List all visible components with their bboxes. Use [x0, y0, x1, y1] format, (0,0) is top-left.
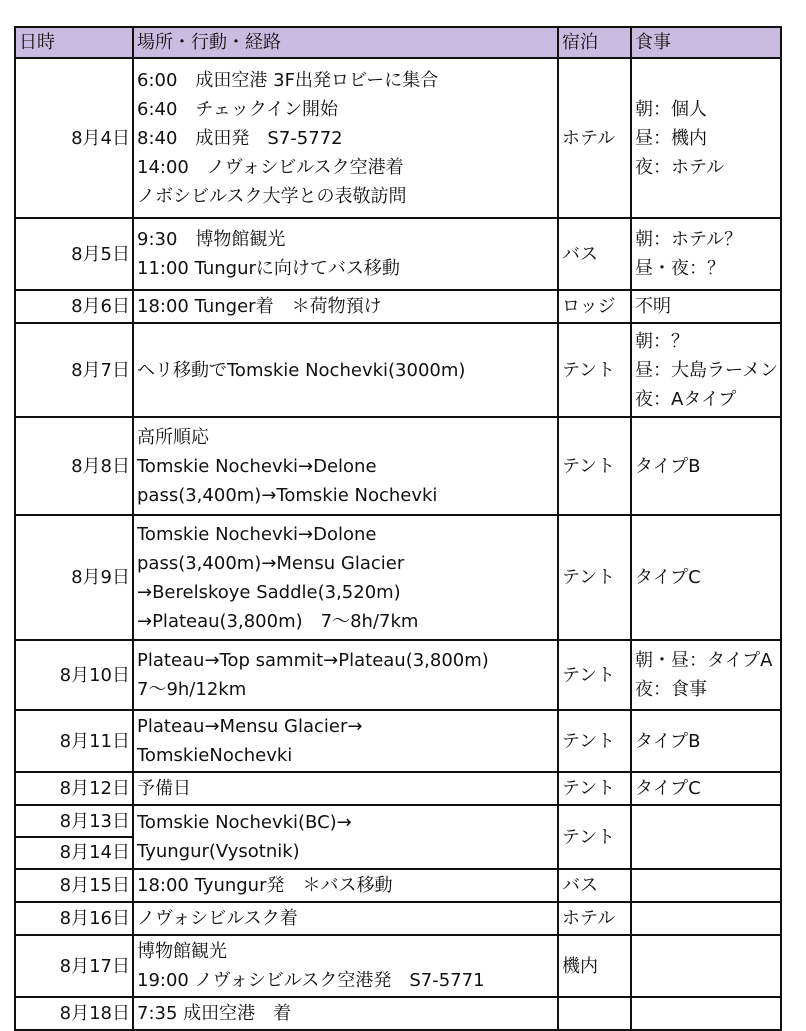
- meals-cell: [631, 417, 781, 515]
- meal-line: 朝：？: [635, 330, 689, 352]
- schedule-row: [15, 323, 781, 417]
- activity-line: 高所順応: [137, 426, 209, 448]
- activity-line: pass(3,400m)→Mensu Glacier: [137, 552, 405, 574]
- lodging-cell: テント: [558, 417, 631, 515]
- activity-cell: [133, 710, 558, 772]
- meal-line: 朝・昼：タイプA: [635, 650, 773, 671]
- meal-line: タイプC: [635, 778, 701, 799]
- date-cell: 8月4日: [15, 58, 133, 218]
- activity-line: 18:00 Tyungur発 ＊バス移動: [137, 875, 393, 896]
- lodging-cell: バス: [558, 869, 631, 902]
- activity-line: 8:40 成田発 S7-5772: [137, 127, 343, 149]
- schedule-row: [15, 805, 781, 869]
- activity-line: Plateau→Mensu Glacier→: [137, 716, 363, 737]
- date-cell: 8月9日: [15, 515, 133, 640]
- activity-cell: [133, 218, 558, 290]
- date-cell: 8月18日: [15, 997, 133, 1030]
- activity-line: 11:00 Tungurに向けてバス移動: [137, 258, 400, 279]
- lodging-cell: 機内: [558, 935, 631, 997]
- date-cell: 8月7日: [15, 323, 133, 417]
- meals-cell: [631, 935, 781, 997]
- header-meals: 食事: [631, 27, 781, 58]
- meal-line: 不明: [635, 296, 671, 317]
- lodging-cell: ホテル: [558, 58, 631, 218]
- meals-cell: [631, 323, 781, 417]
- activity-line: 19:00 ノヴォシビルスク空港発 S7-5771: [137, 970, 485, 991]
- meal-line: タイプB: [635, 455, 701, 477]
- meals-cell: [631, 218, 781, 290]
- header-date: 日時: [15, 27, 133, 58]
- activity-line: →Plateau(3,800m) 7～8h/7km: [137, 610, 419, 632]
- lodging-cell: [558, 997, 631, 1030]
- itinerary-body: [15, 58, 781, 1030]
- activity-line: →Berelskoye Saddle(3,520m): [137, 581, 401, 603]
- activity-line: ノボシビルスク大学との表敬訪問: [137, 185, 407, 207]
- activity-line: 18:00 Tunger着 ＊荷物預け: [137, 296, 382, 317]
- meal-line: 夜：食事: [635, 679, 707, 700]
- lodging-cell: ロッジ: [558, 290, 631, 323]
- activity-line: pass(3,400m)→Tomskie Nochevki: [137, 484, 438, 506]
- schedule-row: [15, 772, 781, 805]
- activity-line: 博物館観光: [137, 941, 227, 962]
- meals-cell: [631, 805, 781, 869]
- meals-cell: [631, 290, 781, 323]
- activity-line: 7～9h/12km: [137, 679, 247, 700]
- activity-line: 6:40 チェックイン開始: [137, 98, 338, 120]
- activity-line: 9:30 博物館観光: [137, 229, 286, 250]
- schedule-row: [15, 902, 781, 935]
- schedule-row: [15, 869, 781, 902]
- activity-cell: [133, 58, 558, 218]
- schedule-row: [15, 935, 781, 997]
- date-cell: 8月12日: [15, 772, 133, 805]
- date-cell: 8月5日: [15, 218, 133, 290]
- activity-cell: [133, 640, 558, 710]
- activity-cell: [133, 417, 558, 515]
- schedule-row: [15, 710, 781, 772]
- activity-cell: [133, 805, 558, 869]
- date-text: 8月13日: [59, 811, 130, 832]
- activity-line: 6:00 成田空港 3F出発ロビーに集合: [137, 69, 439, 91]
- lodging-cell: テント: [558, 640, 631, 710]
- meals-cell: [631, 902, 781, 935]
- activity-line: ノヴォシビルスク着: [137, 908, 298, 929]
- activity-line: Tyungur(Vysotnik): [137, 841, 300, 862]
- itinerary-table: [14, 26, 782, 1031]
- header-activity: 場所・行動・経路: [133, 27, 558, 58]
- lodging-cell: ホテル: [558, 902, 631, 935]
- meal-line: 夜：ホテル: [635, 156, 725, 178]
- activity-line: ヘリ移動でTomskie Nochevki(3000m): [137, 359, 466, 381]
- date-cell: 8月8日: [15, 417, 133, 515]
- meal-line: 朝：個人: [635, 98, 707, 120]
- activity-line: 予備日: [137, 778, 191, 799]
- date-text: 8月14日: [16, 836, 132, 867]
- activity-cell: [133, 290, 558, 323]
- meal-line: タイプC: [635, 567, 701, 588]
- schedule-row: [15, 640, 781, 710]
- activity-cell: [133, 515, 558, 640]
- meal-line: タイプB: [635, 730, 701, 752]
- meal-line: 夜：Aタイプ: [635, 388, 737, 410]
- schedule-row: [15, 58, 781, 218]
- meals-cell: [631, 640, 781, 710]
- date-cell: 8月10日: [15, 640, 133, 710]
- lodging-cell: テント: [558, 323, 631, 417]
- meal-line: 昼：機内: [635, 127, 707, 149]
- meals-cell: [631, 515, 781, 640]
- date-cell: 8月17日: [15, 935, 133, 997]
- meals-cell: [631, 772, 781, 805]
- meal-line: 朝：ホテル？: [635, 229, 743, 250]
- meal-line: 昼・夜：？: [635, 258, 725, 279]
- header-row: [15, 27, 781, 58]
- date-cell: 8月11日: [15, 710, 133, 772]
- schedule-row: [15, 997, 781, 1030]
- schedule-row: [15, 290, 781, 323]
- meals-cell: [631, 869, 781, 902]
- meal-line: 昼：大島ラーメン: [635, 359, 779, 381]
- activity-line: Plateau→Top sammit→Plateau(3,800m): [137, 650, 489, 671]
- activity-line: 7:35 成田空港 着: [137, 1003, 292, 1024]
- activity-cell: [133, 869, 558, 902]
- date-cell: 8月15日: [15, 869, 133, 902]
- lodging-cell: テント: [558, 515, 631, 640]
- activity-cell: [133, 935, 558, 997]
- activity-line: TomskieNochevki: [137, 745, 293, 766]
- activity-line: Tomskie Nochevki→Dolone: [137, 523, 377, 545]
- meals-cell: [631, 710, 781, 772]
- meals-cell: [631, 997, 781, 1030]
- activity-line: Tomskie Nochevki(BC)→: [137, 812, 352, 833]
- date-cell: 8月16日: [15, 902, 133, 935]
- activity-line: Tomskie Nochevki→Delone: [137, 455, 377, 477]
- lodging-cell: バス: [558, 218, 631, 290]
- lodging-cell: テント: [558, 772, 631, 805]
- activity-cell: [133, 772, 558, 805]
- activity-cell: [133, 997, 558, 1030]
- lodging-cell: テント: [558, 710, 631, 772]
- activity-line: 14:00 ノヴォシビルスク空港着: [137, 156, 404, 178]
- schedule-row: [15, 417, 781, 515]
- date-cell: [15, 805, 133, 869]
- schedule-row: [15, 218, 781, 290]
- lodging-cell: テント: [558, 805, 631, 869]
- activity-cell: [133, 902, 558, 935]
- activity-cell: [133, 323, 558, 417]
- date-cell: 8月6日: [15, 290, 133, 323]
- meals-cell: [631, 58, 781, 218]
- schedule-row: [15, 515, 781, 640]
- header-lodging: 宿泊: [558, 27, 631, 58]
